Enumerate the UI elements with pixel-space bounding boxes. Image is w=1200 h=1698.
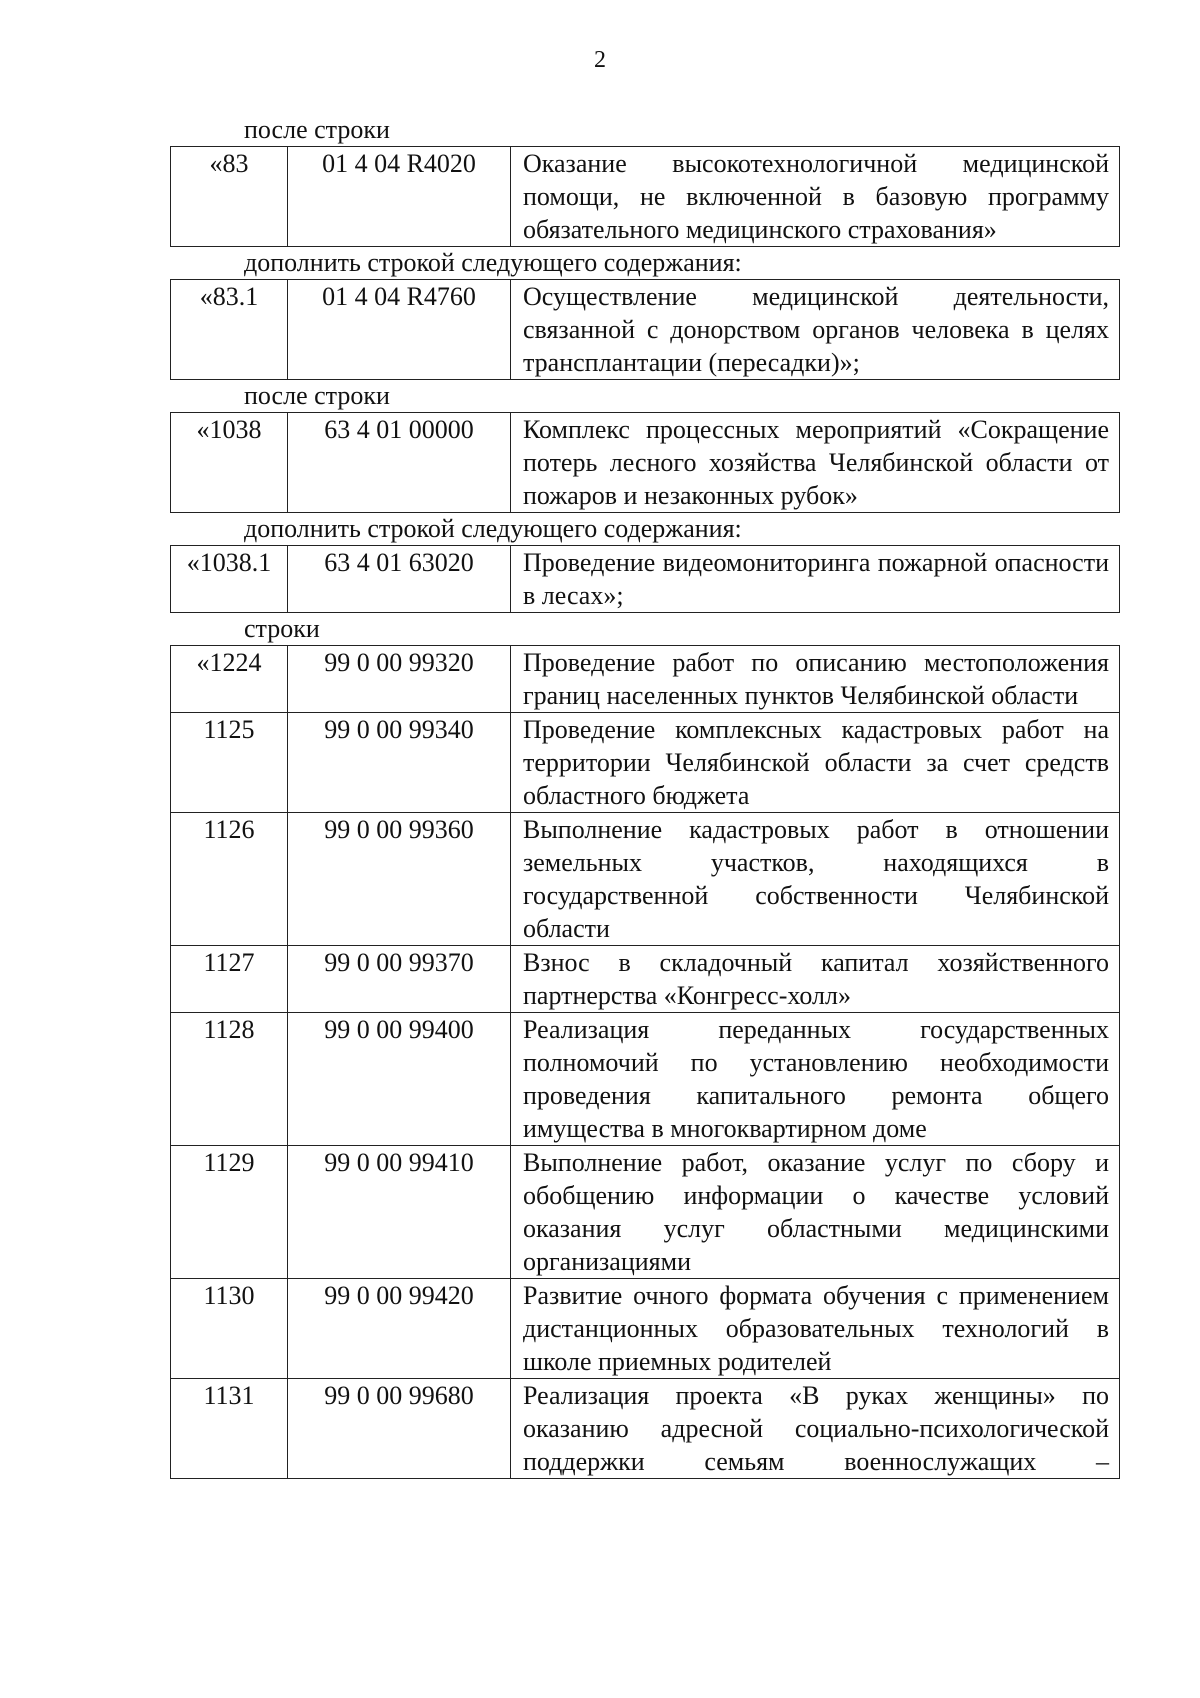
budget-code-cell: 63 4 01 00000: [288, 413, 511, 513]
table-row: [171, 813, 1120, 946]
budget-code-cell: 01 4 04 R4020: [288, 147, 511, 247]
budget-code-cell: 99 0 00 99410: [288, 1146, 511, 1279]
row-number-cell: 1126: [171, 813, 288, 946]
row-number-cell: 1130: [171, 1279, 288, 1379]
amendment-table: [170, 146, 1120, 247]
document-body: [170, 114, 1120, 1479]
description-cell: Реализация переданных государственных полномочий по установлению необходимости проведения капитального ремонта общего имущества в многоквартирном доме: [511, 1013, 1120, 1146]
row-number-cell: 1129: [171, 1146, 288, 1279]
instruction-note: строки: [244, 614, 320, 643]
amendment-table: [170, 412, 1120, 513]
table-row: [171, 1279, 1120, 1379]
instruction-note: после строки: [244, 115, 390, 144]
budget-code-cell: 99 0 00 99680: [288, 1379, 511, 1479]
row-number-cell: «1224: [171, 646, 288, 713]
amendment-table: [170, 279, 1120, 380]
row-number-cell: 1128: [171, 1013, 288, 1146]
budget-code-cell: 99 0 00 99340: [288, 713, 511, 813]
budget-code-cell: 99 0 00 99370: [288, 946, 511, 1013]
table-row: [171, 646, 1120, 713]
budget-code-cell: 99 0 00 99360: [288, 813, 511, 946]
row-number-cell: 1125: [171, 713, 288, 813]
table-row: [171, 713, 1120, 813]
table-row: [171, 1013, 1120, 1146]
description-cell: Осуществление медицинской деятельности, связанной с донорством органов человека в целях трансплантации (пересадки)»;: [511, 280, 1120, 380]
row-number-cell: «83: [171, 147, 288, 247]
budget-code-cell: 99 0 00 99320: [288, 646, 511, 713]
budget-code-cell: 63 4 01 63020: [288, 546, 511, 613]
table-row: [171, 413, 1120, 513]
instruction-note: после строки: [244, 381, 390, 410]
row-number-cell: «1038: [171, 413, 288, 513]
budget-code-cell: 99 0 00 99420: [288, 1279, 511, 1379]
instruction-note: дополнить строкой следующего содержания:: [244, 248, 742, 277]
description-cell: Реализация проекта «В руках женщины» по оказанию адресной социально-психологической поддержки семьям военнослужащих –: [511, 1379, 1120, 1479]
description-cell: Комплекс процессных мероприятий «Сокращение потерь лесного хозяйства Челябинской области от пожаров и незаконных рубок»: [511, 413, 1120, 513]
row-number-cell: «1038.1: [171, 546, 288, 613]
table-row: [171, 1146, 1120, 1279]
row-number-cell: «83.1: [171, 280, 288, 380]
table-row: [171, 147, 1120, 247]
description-cell: Выполнение кадастровых работ в отношении земельных участков, находящихся в государственной собственности Челябинской области: [511, 813, 1120, 946]
row-number-cell: 1131: [171, 1379, 288, 1479]
budget-code-cell: 99 0 00 99400: [288, 1013, 511, 1146]
description-cell: Выполнение работ, оказание услуг по сбору и обобщению информации о качестве условий оказания услуг областными медицинскими организациями: [511, 1146, 1120, 1279]
description-cell: Проведение видеомониторинга пожарной опасности в лесах»;: [511, 546, 1120, 613]
instruction-note: дополнить строкой следующего содержания:: [244, 514, 742, 543]
description-cell: Проведение работ по описанию местоположения границ населенных пунктов Челябинской области: [511, 646, 1120, 713]
table-row: [171, 546, 1120, 613]
description-cell: Взнос в складочный капитал хозяйственного партнерства «Конгресс-холл»: [511, 946, 1120, 1013]
table-row: [171, 280, 1120, 380]
budget-code-cell: 01 4 04 R4760: [288, 280, 511, 380]
table-row: [171, 1379, 1120, 1479]
page-number: 2: [594, 47, 606, 73]
description-cell: Проведение комплексных кадастровых работ на территории Челябинской области за счет средств областного бюджета: [511, 713, 1120, 813]
description-cell: Развитие очного формата обучения с применением дистанционных образовательных технологий в школе приемных родителей: [511, 1279, 1120, 1379]
row-number-cell: 1127: [171, 946, 288, 1013]
amendment-table: [170, 545, 1120, 613]
amendment-table: [170, 645, 1120, 1479]
table-row: [171, 946, 1120, 1013]
description-cell: Оказание высокотехнологичной медицинской помощи, не включенной в базовую программу обязательного медицинского страхования»: [511, 147, 1120, 247]
